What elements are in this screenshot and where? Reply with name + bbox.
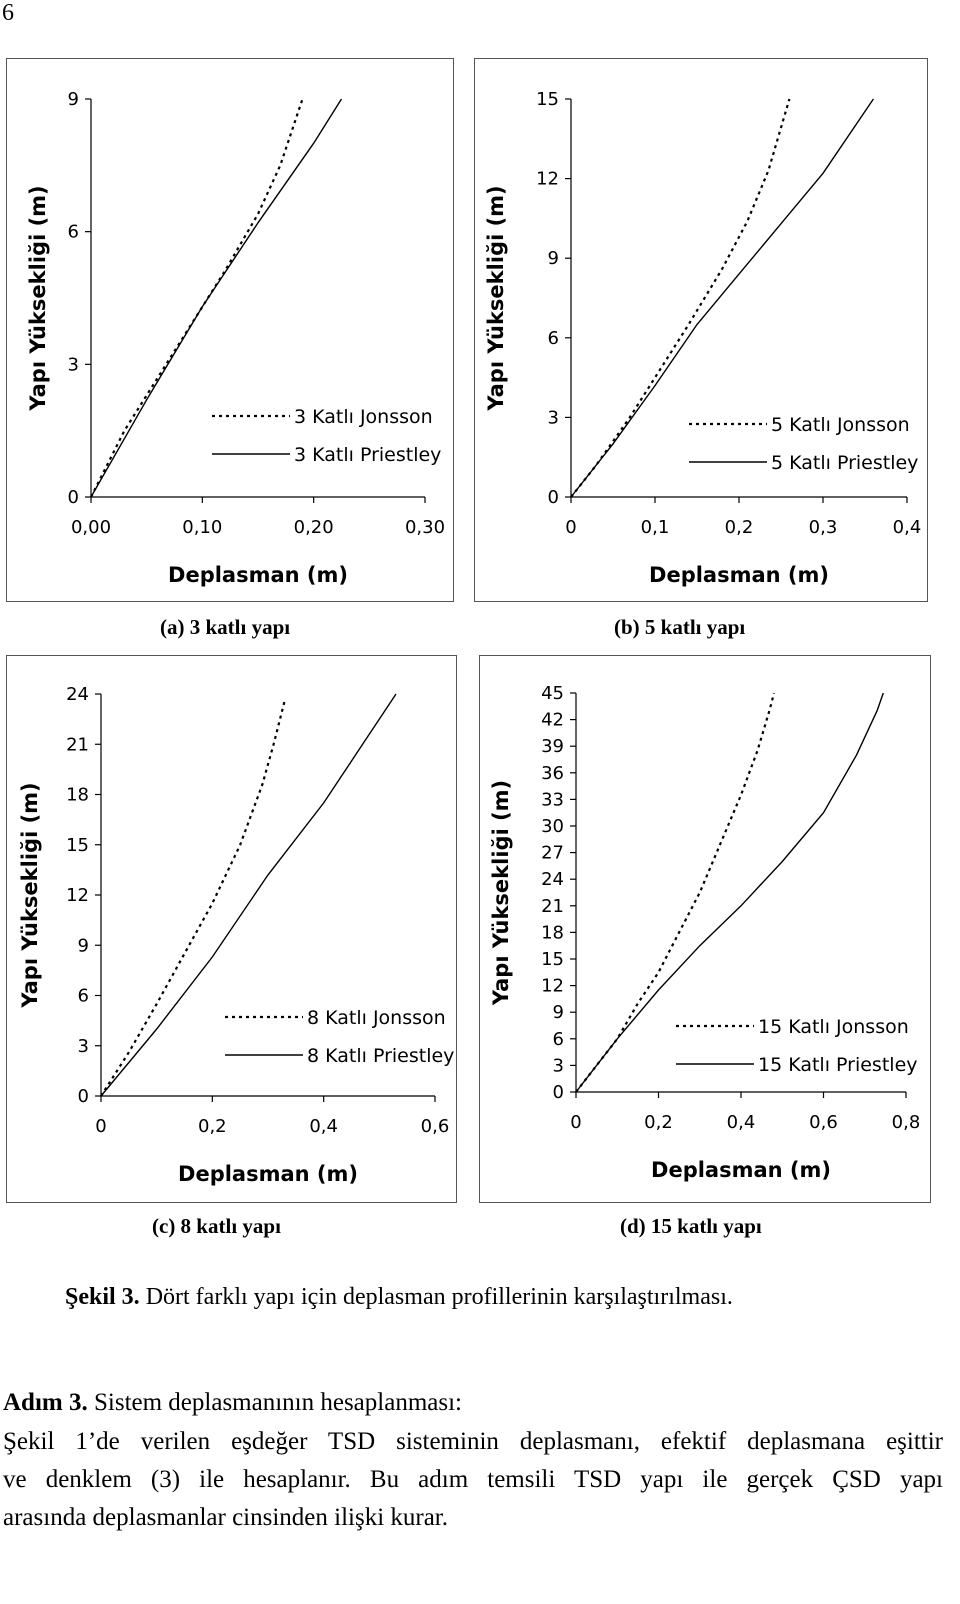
x-tick-label: 0,2 — [724, 517, 754, 538]
legend-label: 5 Katlı Priestley — [771, 452, 919, 474]
x-axis-label: Deplasman (m) — [651, 1158, 831, 1182]
x-axis-label: Deplasman (m) — [178, 1162, 358, 1186]
y-tick-label: 15 — [541, 949, 564, 970]
y-tick-label: 18 — [66, 784, 89, 806]
chart-a-caption: (a) 3 katlı yapı — [160, 615, 291, 639]
chart-c-caption: (c) 8 katlı yapı — [152, 1214, 281, 1238]
x-tick-label: 0,8 — [891, 1112, 921, 1133]
y-tick-label: 27 — [541, 842, 564, 864]
y-tick-label: 42 — [541, 709, 564, 731]
y-tick-label: 36 — [541, 762, 564, 784]
x-axis-label: Deplasman (m) — [168, 563, 348, 587]
y-axis-label: Yapı Yüksekliği (m) — [18, 782, 42, 1008]
x-tick-label: 0,3 — [808, 517, 838, 538]
legend-label: 3 Katlı Priestley — [294, 444, 442, 466]
y-tick-label: 6 — [77, 985, 89, 1007]
page-number: 6 — [2, 0, 14, 26]
series-line-priestley — [571, 99, 873, 497]
x-tick-label: 0,00 — [70, 517, 112, 538]
x-tick-label: 0 — [95, 1116, 107, 1137]
y-tick-label: 12 — [536, 168, 559, 190]
chart-a-svg — [7, 59, 453, 601]
legend-label: 5 Katlı Jonsson — [771, 414, 910, 436]
step-heading — [3, 1384, 943, 1422]
x-tick-label: 0 — [565, 517, 577, 538]
y-tick-label: 12 — [541, 975, 564, 997]
y-tick-label: 12 — [66, 885, 89, 906]
legend-label: 3 Katlı Jonsson — [294, 406, 433, 428]
y-tick-label: 6 — [67, 221, 79, 243]
series-line-jonsson — [576, 693, 774, 1092]
y-axis-label: Yapı Yüksekliği (m) — [489, 779, 513, 1006]
x-tick-label: 0,6 — [809, 1112, 838, 1133]
y-tick-label: 0 — [67, 487, 79, 508]
chart-panel-c — [6, 655, 457, 1203]
chart-b-svg — [475, 59, 927, 601]
legend-label: 15 Katlı Priestley — [758, 1054, 918, 1076]
y-tick-label: 39 — [541, 736, 564, 758]
y-tick-label: 33 — [541, 789, 564, 811]
y-axis-label: Yapı Yüksekliği (m) — [26, 185, 50, 411]
x-axis-label: Deplasman (m) — [649, 563, 829, 587]
y-tick-label: 24 — [66, 684, 89, 705]
step-text: Sistem deplasmanının hesaplanması: — [93, 1389, 462, 1416]
y-tick-label: 15 — [536, 89, 559, 110]
y-tick-label: 9 — [67, 89, 79, 110]
y-tick-label: 6 — [552, 1028, 564, 1050]
y-tick-label: 3 — [77, 1035, 89, 1057]
y-tick-label: 30 — [541, 816, 564, 837]
legend-label: 15 Katlı Jonsson — [758, 1016, 909, 1038]
series-line-priestley — [101, 694, 396, 1096]
y-tick-label: 9 — [77, 935, 89, 957]
y-axis-label: Yapı Yüksekliği (m) — [484, 185, 508, 411]
legend-label: 8 Katlı Priestley — [307, 1045, 455, 1067]
y-tick-label: 3 — [67, 354, 79, 376]
y-tick-label: 45 — [541, 683, 564, 704]
x-tick-label: 0,4 — [309, 1116, 338, 1137]
legend-label: 8 Katlı Jonsson — [307, 1007, 446, 1029]
figure-caption-text: Dört farklı yapı için deplasman profillerinin karşılaştırılması. — [145, 1284, 733, 1310]
x-tick-label: 0,4 — [892, 517, 922, 538]
chart-b-caption: (b) 5 katlı yapı — [614, 615, 746, 639]
x-tick-label: 0 — [570, 1112, 582, 1133]
body-paragraph — [3, 1423, 943, 1537]
paragraph-line-1: Şekil 1’de verilen eşdeğer TSD sisteminin deplasmanı, efektif deplasmana eşittir — [3, 1428, 943, 1455]
y-tick-label: 18 — [541, 922, 564, 944]
x-tick-label: 0,4 — [726, 1112, 756, 1133]
chart-d-caption: (d) 15 katlı yapı — [620, 1214, 762, 1238]
y-tick-label: 6 — [547, 327, 559, 349]
chart-panel-d — [479, 655, 931, 1203]
series-line-jonsson — [571, 99, 789, 497]
figure-caption — [65, 1284, 733, 1311]
chart-panel-a — [6, 58, 454, 602]
x-tick-label: 0,2 — [644, 1112, 673, 1133]
series-line-jonsson — [101, 701, 285, 1096]
y-tick-label: 24 — [541, 869, 564, 891]
chart-d-svg — [480, 656, 930, 1202]
y-tick-label: 0 — [552, 1082, 564, 1103]
x-tick-label: 0,6 — [420, 1116, 450, 1137]
step-label: Adım 3. — [3, 1389, 88, 1416]
x-tick-label: 0,30 — [404, 517, 446, 538]
paragraph-line-2: ve denklem (3) ile hesaplanır. Bu adım temsili TSD yapı ile gerçek ÇSD yapı — [3, 1466, 943, 1493]
chart-panel-b — [474, 58, 928, 602]
x-tick-label: 0,1 — [640, 517, 670, 538]
y-tick-label: 15 — [66, 834, 89, 856]
y-tick-label: 0 — [547, 487, 559, 508]
y-tick-label: 9 — [552, 1002, 564, 1024]
y-tick-label: 3 — [552, 1055, 564, 1077]
y-tick-label: 21 — [541, 895, 564, 917]
series-line-priestley — [91, 99, 342, 497]
y-tick-label: 0 — [77, 1086, 89, 1107]
paragraph-line-3: arasında deplasmanlar cinsinden ilişki kurar. — [3, 1504, 449, 1531]
series-line-jonsson — [91, 99, 303, 497]
x-tick-label: 0,2 — [198, 1116, 227, 1137]
figure-caption-label: Şekil 3. — [65, 1284, 140, 1310]
y-tick-label: 21 — [66, 734, 89, 756]
y-tick-label: 3 — [547, 407, 559, 429]
x-tick-label: 0,10 — [182, 517, 223, 538]
chart-c-svg — [7, 656, 456, 1202]
x-tick-label: 0,20 — [293, 517, 334, 538]
y-tick-label: 9 — [547, 248, 559, 270]
